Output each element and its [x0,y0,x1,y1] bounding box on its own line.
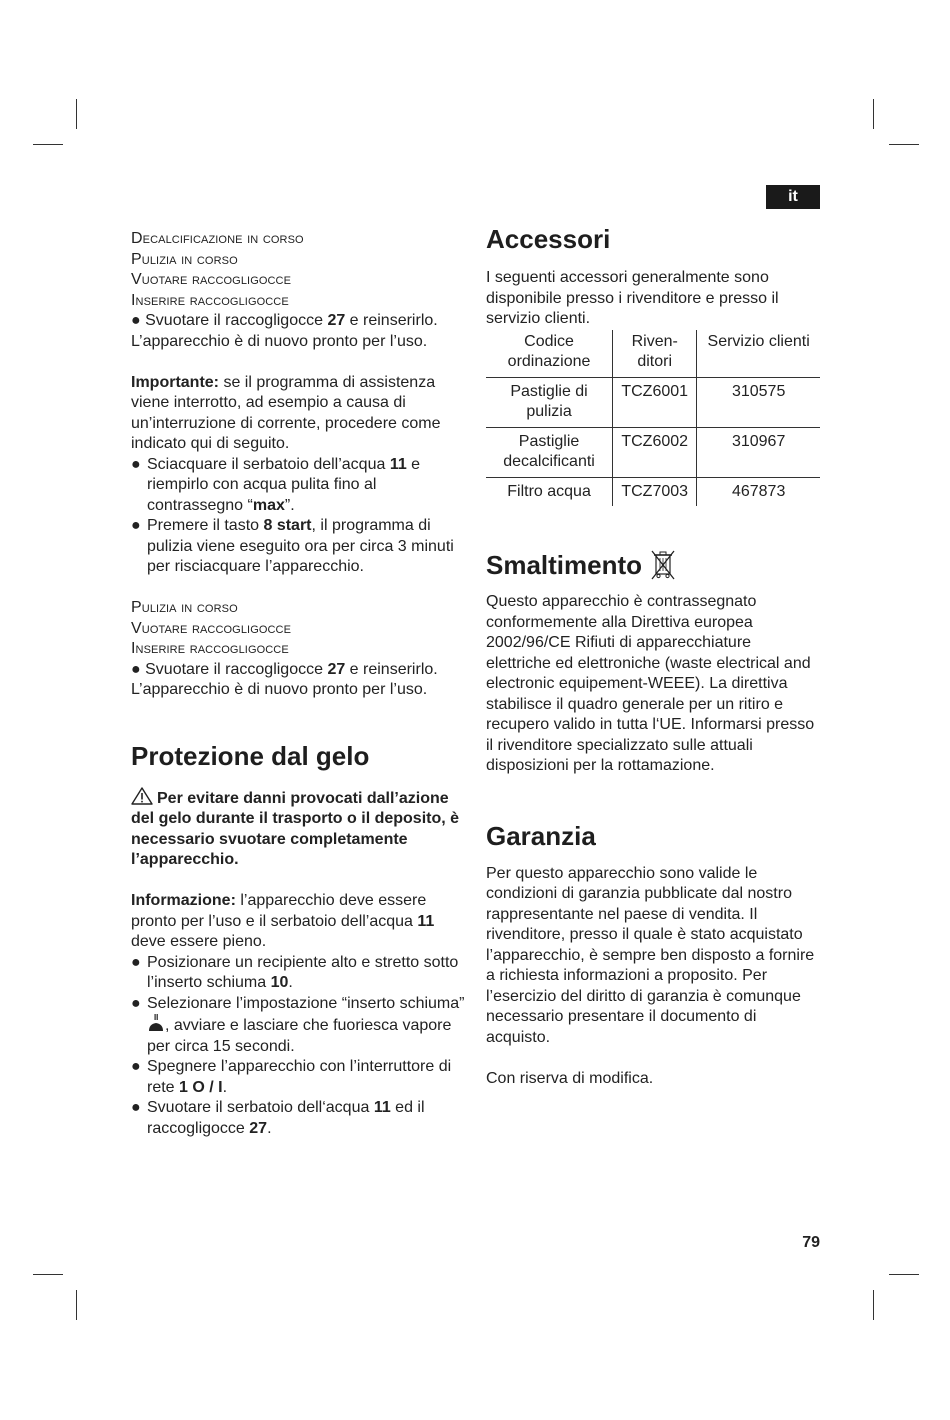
right-column [486,222,820,1089]
list-item [131,994,466,1058]
crop-mark [76,1290,77,1320]
bullet-icon: ● [131,660,141,678]
crop-mark [889,1274,919,1275]
status-display-block-2 [131,598,466,660]
bullet-icon: ● [131,1099,141,1116]
info-label: Informazione: [131,892,236,909]
info-paragraph [131,891,466,953]
important-label: Importante: [131,373,219,391]
instruction-text: Spegnere l’apparecchio con l’interruttore di rete [147,1058,452,1096]
bullet-icon: ● [131,312,141,329]
part-number: 27 [327,660,346,678]
table-header-row [486,330,820,378]
table-cell: Pastiglie di pulizia [486,377,613,427]
part-number: 27 [249,1119,268,1137]
table-cell: Filtro acqua [507,482,591,500]
instruction-text: Selezionare l’impostazione “inserto schiuma” [147,994,465,1012]
list-item [131,455,466,517]
table-row [486,477,820,506]
status-message: Pulizia in corso [131,250,238,268]
table-cell: 310575 [697,377,820,427]
disposal-title-text: Smaltimento [486,550,643,580]
status-message: Vuotare raccogligocce [131,619,292,637]
crop-mark [873,1290,874,1320]
part-number: 11 [417,912,435,930]
warning-triangle-icon [131,787,153,805]
table-cell: 310967 [697,427,820,477]
warranty-text: Per questo apparecchio sono valide le condizioni di garanzia pubblicate dal nostro rappresentante nel paese di vendita. Il rivenditore, presso il quale è stato acquistato l’apparecchio, è sempre ben disposto a fornire a richiesta informazioni a proposito. Per l’esercizio del diritto di garanzia è comunque necessario presentare il documento di acquisto. [486,864,815,1046]
foam-setting-icon [147,1014,165,1032]
part-number: 10 [270,974,289,991]
frost-steps-list [131,953,466,1140]
instruction-text: Premere il tasto [147,517,264,534]
instruction-text: , il programma di pulizia viene eseguito ora per circa 3 minuti per risciacquare l’apparecchio. [147,517,454,575]
instruction-text: . [267,1119,272,1137]
instruction-text: . [288,974,293,991]
left-column [131,229,466,1139]
section-title-frost-protection: Protezione dal gelo [131,740,370,771]
crossed-out-bin-icon [650,548,676,582]
column-header: Codice ordinazione [486,330,613,378]
table-cell: TCZ6001 [613,377,697,427]
important-steps-list [131,455,466,578]
bullet-icon: ● [131,517,141,534]
status-message: Pulizia in corso [131,599,238,616]
reserve-text: Con riserva di modifica. [486,1069,654,1087]
instruction-text: . [222,1078,228,1096]
list-item [131,1098,466,1139]
list-item [131,1057,466,1098]
crop-mark [33,144,63,145]
instruction-text: Posizionare un recipiente alto e stretto sotto l’inserto schiuma [147,953,459,991]
column-header: Riven-ditori [613,330,697,378]
info-text: l’apparecchio deve essere pronto per l’uso e il serbatoio dell’acqua [131,892,427,930]
instruction-text: e reinserirlo. [345,312,438,329]
key-name: 8 start [263,517,312,534]
list-item [131,516,466,578]
table-cell: TCZ6002 [613,427,697,477]
table-cell: 467873 [731,482,786,500]
instruction-text: e reinserirlo. [345,660,438,678]
important-text: se il programma di assistenza viene interrotto, ad esempio a causa di un’interruzione di corrente, procedere come indicato qui di seguito. [131,373,441,452]
instruction-empty-drip-tray-1 [131,311,466,332]
important-paragraph [131,373,466,455]
page-number: 79 [802,1234,820,1251]
max-mark: max [252,496,285,514]
status-message: Inserire raccogligocce [131,291,289,309]
key-name: 1 O / I [179,1078,223,1096]
instruction-empty-drip-tray-2 [131,660,466,681]
bullet-icon: ● [131,953,141,971]
frost-warning [131,787,466,871]
list-item [131,953,466,994]
part-number: 11 [373,1099,391,1116]
bullet-icon: ● [131,455,141,473]
instruction-text: Svuotare il serbatoio dell‘acqua [147,1099,374,1116]
table-row [486,377,820,427]
part-number: 27 [327,312,346,329]
crop-mark [889,144,919,145]
ready-text: L’apparecchio è di nuovo pronto per l’uso. [131,681,428,698]
table-cell: Pastiglie decalcificanti [486,427,613,477]
info-text: deve essere pieno. [131,933,267,950]
crop-mark [873,99,874,129]
language-tab: it [766,185,820,209]
section-title-warranty: Garanzia [486,820,596,851]
instruction-text: ed il raccogligocce [147,1099,425,1137]
instruction-text: e riempirlo con acqua pulita fino al contrassegno “ [147,455,421,514]
status-message: Vuotare raccogligocce [131,271,292,288]
table-cell: TCZ7003 [613,477,697,506]
instruction-text: Svuotare il raccogligocce [145,312,328,329]
crop-mark [76,99,77,129]
table-row [486,427,820,477]
disposal-text: Questo apparecchio è contrassegnato conformemente alla Direttiva europea 2002/96/CE Rifiuti di apparecchiature elettriche ed elettroniche (waste electrical and electronic equipement-WEEE). La direttiva stabilisce il quadro generale per un ritiro e recupero valido in tutta l‘UE. Informarsi presso il rivenditore specializzato sulle attuali disposizioni per la rottamazione. [486,593,815,774]
instruction-text: Svuotare il raccogligocce [145,660,328,678]
accessories-intro: I seguenti accessori generalmente sono disponibile presso i rivenditore e presso il servizio clienti. [486,269,779,327]
ready-text: L’apparecchio è di nuovo pronto per l’uso. [131,332,428,350]
instruction-text: ”. [284,496,295,514]
part-number: 11 [389,455,407,473]
section-title-disposal [486,548,820,582]
status-message: Inserire raccogligocce [131,640,289,657]
status-display-block-1 [131,229,466,311]
status-message: Decalcificazione in corso [131,230,304,247]
crop-mark [33,1274,63,1275]
frost-warning-text: Per evitare danni provocati dall’azione del gelo durante il trasporto o il deposito, è necessario svuotare completamente l’apparecchio. [131,789,460,868]
accessories-table [486,330,820,507]
bullet-icon: ● [131,1058,141,1075]
column-header: Servizio clienti [697,330,820,378]
instruction-text: Sciacquare il serbatoio dell’acqua [147,455,390,473]
section-title-accessories: Accessori [486,224,611,254]
bullet-icon: ● [131,994,141,1012]
instruction-text: , avviare e lasciare che fuoriesca vapore per circa 15 secondi. [147,1017,452,1055]
